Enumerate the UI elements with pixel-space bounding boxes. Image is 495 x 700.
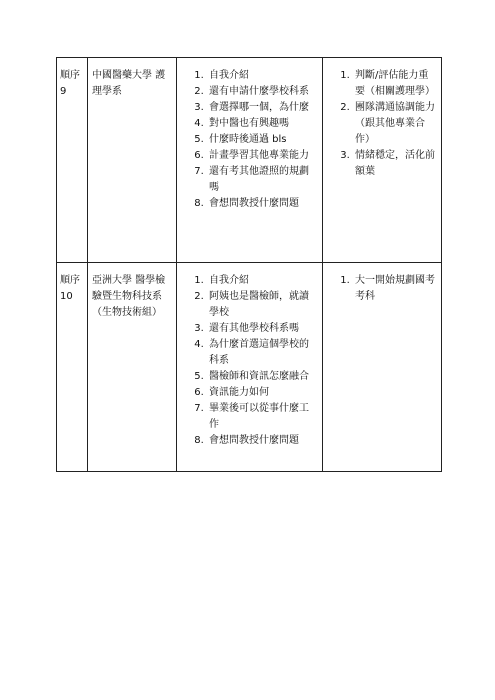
order-label: 順序 9 — [60, 70, 80, 97]
list-item: 3. 情緒穩定，活化前額葉 — [353, 148, 437, 180]
list-item: 5. 什麼時後通過 bls — [207, 132, 318, 148]
list-item: 3. 還有其他學校科系嗎 — [207, 321, 318, 337]
school-cell — [88, 58, 177, 263]
table-row — [57, 263, 442, 472]
list-item: 6. 資訊能力如何 — [207, 385, 318, 401]
list-item: 5. 醫檢師和資訊怎麼融合 — [207, 369, 318, 385]
notes-list — [323, 68, 437, 180]
school-name: 亞洲大學 醫學檢驗暨生物科技系（生物技術組） — [92, 275, 166, 318]
list-item: 4. 對中醫也有興趣嗎 — [207, 116, 318, 132]
school-cell — [88, 263, 177, 472]
order-label: 順序 10 — [60, 275, 80, 302]
interview-table — [56, 57, 442, 472]
list-item: 4. 為什麼首選這個學校的科系 — [207, 337, 318, 369]
table-row — [57, 58, 442, 263]
questions-cell — [177, 58, 323, 263]
list-item: 7. 畢業後可以從事什麼工作 — [207, 401, 318, 433]
questions-cell — [177, 263, 323, 472]
list-item: 6. 計畫學習其他專業能力 — [207, 148, 318, 164]
list-item: 2. 團隊溝通協調能力（跟其他專業合作） — [353, 100, 437, 148]
list-item: 1. 自我介紹 — [207, 68, 318, 84]
school-name: 中國醫藥大學 護理學系 — [92, 70, 166, 97]
order-cell — [57, 58, 88, 263]
list-item: 2. 還有申請什麼學校科系 — [207, 84, 318, 100]
list-item: 1. 自我介紹 — [207, 273, 318, 289]
notes-cell — [323, 263, 442, 472]
list-item: 8. 會想問教授什麼問題 — [207, 433, 318, 449]
notes-cell — [323, 58, 442, 263]
notes-list — [323, 273, 437, 305]
list-item: 2. 阿姨也是醫檢師，就讀學校 — [207, 289, 318, 321]
list-item: 7. 還有考其他證照的規劃嗎 — [207, 164, 318, 196]
order-cell — [57, 263, 88, 472]
question-list — [177, 68, 318, 212]
list-item: 1. 大一開始規劃國考考科 — [353, 273, 437, 305]
question-list — [177, 273, 318, 449]
list-item: 3. 會選擇哪一個，為什麼 — [207, 100, 318, 116]
list-item: 8. 會想問教授什麼問題 — [207, 196, 318, 212]
list-item: 1. 判斷/評估能力重要（相關護理學） — [353, 68, 437, 100]
